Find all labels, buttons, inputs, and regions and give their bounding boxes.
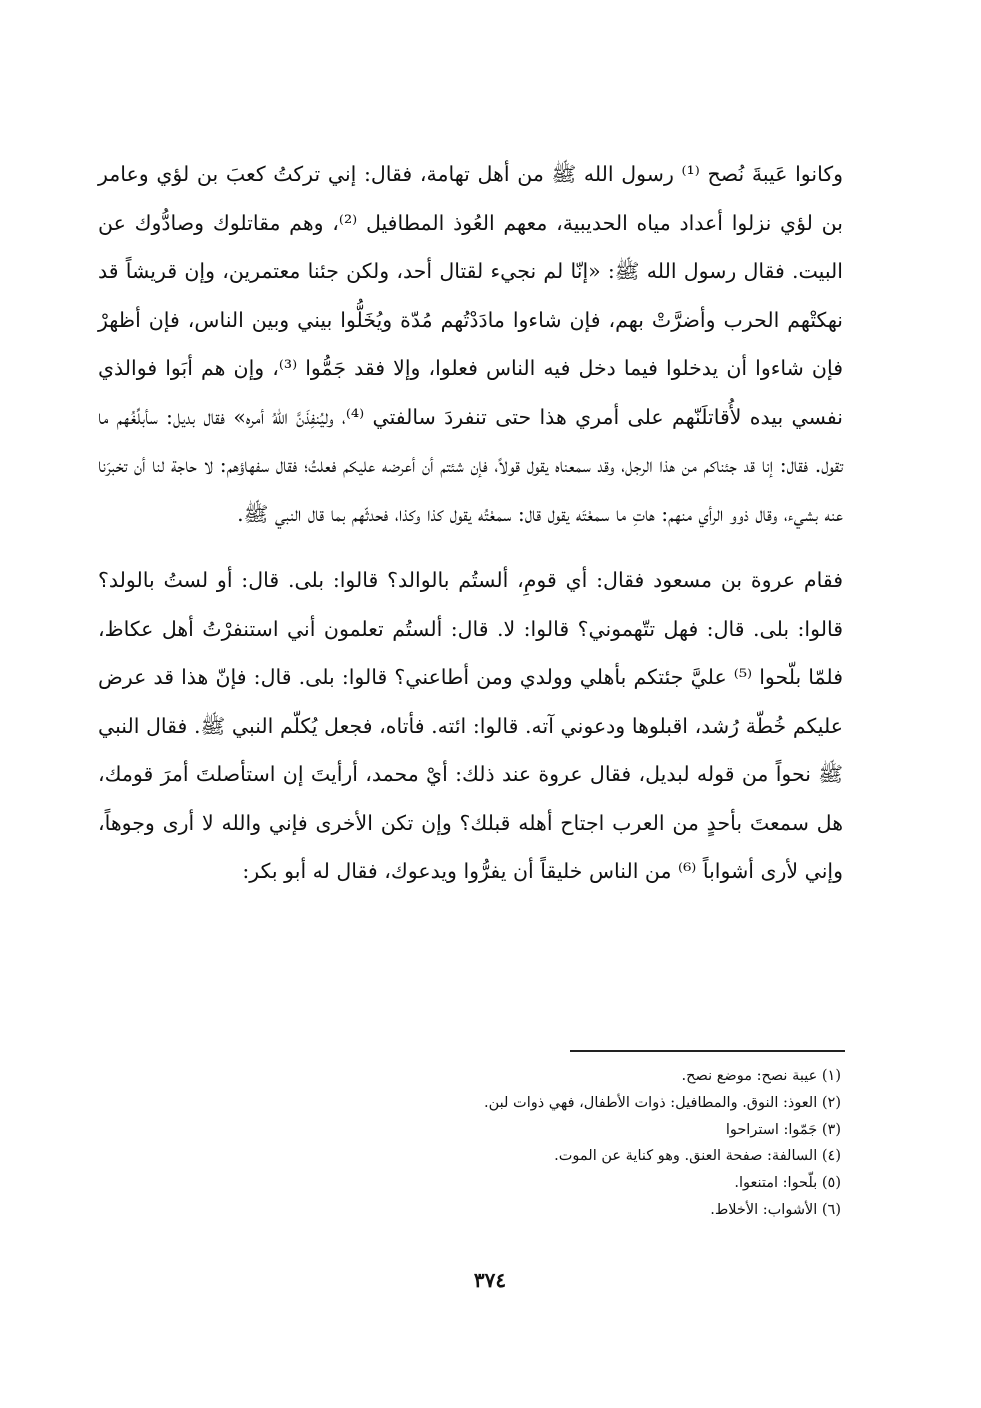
footnote: (٣) جَمّوا: استراحوا: [725, 1121, 841, 1138]
footnote: (٥) بلّحوا: امتنعوا.: [734, 1175, 841, 1192]
footnote: (٢) العوذ: النوق. والمطافيل: ذوات الأطفال، فهي ذوات لبن.: [484, 1094, 841, 1111]
footnote: (٤) السالفة: صفحة العنق. وهو كناية عن الموت.: [554, 1148, 841, 1165]
page-number: ٣٧٤: [473, 1268, 507, 1292]
footnotes: [98, 1063, 841, 1224]
footnote: (٦) الأشواب: الأخلاط.: [710, 1201, 841, 1218]
footnote-separator: [570, 1050, 845, 1052]
paragraph: فقام عروة بن مسعود فقال: أي قومِ، ألستُم بالوالد؟ قالوا: بلى. قال: أو لستُ بالولد؟ قالوا: بلى. قال: فهل تتّهموني؟ قالوا: لا. قال: ألستُم تعلمون أني استنفرْتُ أهل عكاظ، فلمّا بلّحوا ⁽⁵⁾ عليَّ جئتكم بأهلي وولدي ومن أطاعني؟ قالوا: بلى. قال: فإنّ هذا قد عرض عليكم خُطّة رُشد، اقبلوها ودعوني آته. قالوا: ائته. فأتاه، فجعل يُكلّم النبي ﷺ. فقال النبي ﷺ نحواً من قوله لبديل، فقال عروة عند ذلك: أيْ محمد، أرأيتَ إن استأصلتَ أمرَ قومك، هل سمعتَ بأحدٍ من العرب اجتاح أهله قبلك؟ وإن تكن الأخرى فإني والله لا أرى وجوهاً، وإني لأرى أشواباً ⁽⁶⁾ من الناس خليقاً أن يفرُّوا ويدعوك، فقال له أبو بكر:: [98, 568, 843, 883]
paragraph: وكانوا عَيبةَ نُصح ⁽¹⁾ رسول الله ﷺ من أهل تهامة، فقال: إني تركتُ كعبَ بن لؤي وعامر بن لؤي نزلوا أعداد مياه الحديبية، معهم العُوذ المطافيل ⁽²⁾، وهم مقاتلوك وصادُّوك عن البيت. فقال رسول الله ﷺ: «إنّا لم نجيء لقتال أحد، ولكن جئنا معتمرين، وإن قريشاً قد نهكتْهم الحرب وأضرَّتْ بهم، فإن شاءوا مادَدْتُهم مُدّة ويُخَلُّوا بيني وبين الناس، فإن أظهرْ فإن شاءوا أن يدخلوا فيما دخل فيه الناس فعلوا، وإلا فقد جَمُّوا ⁽³⁾، وإن هم أبَوا فوالذي نفسي بيده لأُقاتلَنّهم على أمري هذا حتى تنفردَ سالفتي ⁽⁴⁾، وليُنفِذَنَّ اللهُ أمره» فقال بديل: سأبلِّغُهم ما تقول. فقال: إنا قد جئناكم من هذا الرجل، وقد سمعناه يقول قولاً، فإن شئتم أن أعرضه عليكم فعلتُ؛ فقال سفهاؤهم: لا حاجة لنا أن تخبرَنا عنه بشيء، وقال ذوو الرأي منهم: هاتِ ما سمعْتَه يقول قال: سمعْتُه يقول كذا وكذا، فحدثّهم بما قال النبي ﷺ.: [98, 162, 844, 526]
main-text: [98, 150, 843, 896]
footnote: (١) عيبة نصح: موضع نصح.: [681, 1068, 841, 1084]
